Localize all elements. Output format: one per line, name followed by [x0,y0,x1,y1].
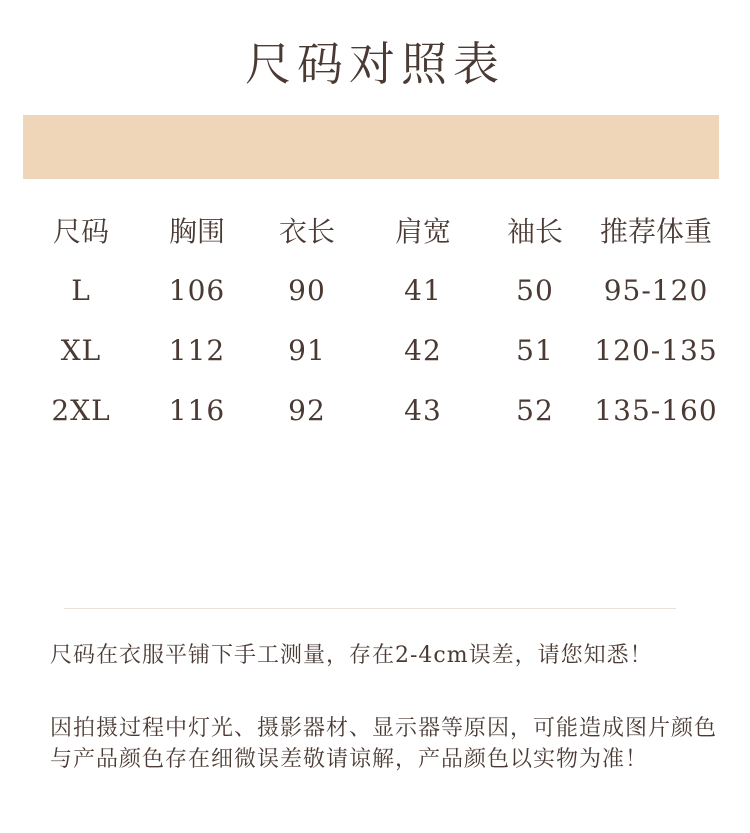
table-row [23,260,729,320]
cell-sleeve: 51 [516,333,554,367]
table-row [23,320,729,380]
cell-chest: 116 [168,393,226,427]
cell-shoulder: 41 [404,273,442,307]
divider [64,608,676,609]
cell-size: 2XL [51,393,111,427]
cell-weight: 135-160 [594,393,718,427]
header-chest: 胸围 [168,215,225,248]
cell-sleeve: 50 [516,273,554,307]
header-length: 衣长 [278,215,335,248]
cell-chest: 106 [168,273,226,307]
cell-length: 92 [288,393,326,427]
cell-length: 90 [288,273,326,307]
color-note: 因拍摄过程中灯光、摄影器材、显示器等原因，可能造成图片颜色与产品颜色存在细微误差敬请谅解，产品颜色以实物为准！ [50,716,718,772]
header-band [23,115,719,179]
cell-weight: 120-135 [594,333,718,367]
header-size: 尺码 [52,215,109,248]
cell-weight: 95-120 [603,273,709,307]
page-title: 尺码对照表 [245,37,505,91]
table-header-row [23,200,729,260]
header-weight: 推荐体重 [599,215,712,248]
cell-size: XL [60,333,102,367]
cell-sleeve: 52 [516,393,554,427]
header-shoulder: 肩宽 [394,215,451,248]
cell-size: L [71,273,91,307]
cell-shoulder: 43 [404,393,442,427]
size-table [23,200,729,440]
cell-length: 91 [288,333,326,367]
cell-chest: 112 [168,333,226,367]
table-row [23,380,729,440]
header-sleeve: 袖长 [506,215,563,248]
cell-shoulder: 42 [404,333,442,367]
measurement-note: 尺码在衣服平铺下手工测量，存在2-4cm误差，请您知悉！ [50,643,653,668]
